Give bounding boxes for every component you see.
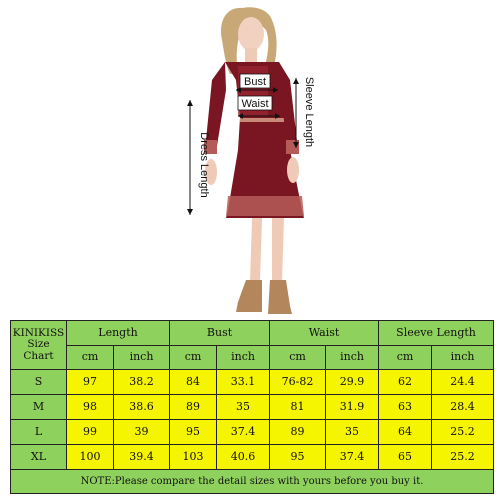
unit-cell: inch <box>432 346 494 370</box>
size-row <box>11 370 494 395</box>
dress-hem-band <box>226 196 304 216</box>
measurement-cell: 38.6 <box>114 395 170 420</box>
measurement-cell: 39 <box>114 420 170 445</box>
measurement-cell: 35 <box>326 420 379 445</box>
unit-cell: cm <box>379 346 432 370</box>
measurement-cell: 25.2 <box>432 420 494 445</box>
unit-cell: inch <box>217 346 270 370</box>
column-header-waist: Waist <box>270 321 379 346</box>
dress-length-arrow <box>187 100 193 215</box>
unit-cell: inch <box>326 346 379 370</box>
measurement-cell: 64 <box>379 420 432 445</box>
model-neck <box>245 48 257 62</box>
right-boot <box>268 280 292 314</box>
chart-header-row <box>11 321 494 346</box>
unit-cell: cm <box>270 346 326 370</box>
size-chart-table <box>10 320 494 494</box>
note-row <box>11 470 494 494</box>
measurement-cell: 33.1 <box>217 370 270 395</box>
column-header-length: Length <box>67 321 170 346</box>
measurement-cell: 95 <box>170 420 217 445</box>
measurement-cell: 31.9 <box>326 395 379 420</box>
waist-label: Waist <box>241 98 269 110</box>
measurement-cell: 28.4 <box>432 395 494 420</box>
measurement-cell: 63 <box>379 395 432 420</box>
right-hand <box>287 157 299 183</box>
unit-cell: cm <box>67 346 114 370</box>
measurement-cell: 25.2 <box>432 445 494 470</box>
column-header-sleeve-length: Sleeve Length <box>379 321 494 346</box>
column-header-bust: Bust <box>170 321 270 346</box>
right-leg <box>272 218 284 282</box>
measurement-cell: 89 <box>170 395 217 420</box>
measurement-cell: 65 <box>379 445 432 470</box>
unit-cell: cm <box>170 346 217 370</box>
measurement-cell: 24.4 <box>432 370 494 395</box>
measurement-cell: 35 <box>217 395 270 420</box>
size-label: S <box>11 370 67 395</box>
size-label: L <box>11 420 67 445</box>
measurement-cell: 84 <box>170 370 217 395</box>
left-boot <box>236 280 262 312</box>
measurement-cell: 100 <box>67 445 114 470</box>
waist-seam <box>240 118 288 122</box>
size-row <box>11 395 494 420</box>
bust-label: Bust <box>243 76 267 88</box>
measurement-cell: 40.6 <box>217 445 270 470</box>
measurement-cell: 37.4 <box>217 420 270 445</box>
size-row <box>11 445 494 470</box>
chart-unit-row <box>11 346 494 370</box>
measurement-cell: 76-82 <box>270 370 326 395</box>
measurement-cell: 89 <box>270 420 326 445</box>
measurement-cell: 99 <box>67 420 114 445</box>
model-face <box>238 17 264 51</box>
measurement-cell: 37.4 <box>326 445 379 470</box>
size-label: XL <box>11 445 67 470</box>
left-leg <box>250 218 262 282</box>
measurement-cell: 62 <box>379 370 432 395</box>
sleeve-length-label: Sleeve Length <box>303 76 315 148</box>
measurement-cell: 103 <box>170 445 217 470</box>
size-note: NOTE:Please compare the detail sizes with yours before you buy it. <box>11 470 494 494</box>
unit-cell: inch <box>114 346 170 370</box>
size-label: M <box>11 395 67 420</box>
measurement-cell: 81 <box>270 395 326 420</box>
measurement-cell: 95 <box>270 445 326 470</box>
measurement-cell: 98 <box>67 395 114 420</box>
measurement-cell: 38.2 <box>114 370 170 395</box>
measurement-cell: 97 <box>67 370 114 395</box>
measurement-cell: 39.4 <box>114 445 170 470</box>
dress-length-label: Dress Length <box>198 132 210 198</box>
chart-corner-label: KINIKISS Size Chart <box>11 321 67 370</box>
size-row <box>11 420 494 445</box>
measurement-cell: 29.9 <box>326 370 379 395</box>
